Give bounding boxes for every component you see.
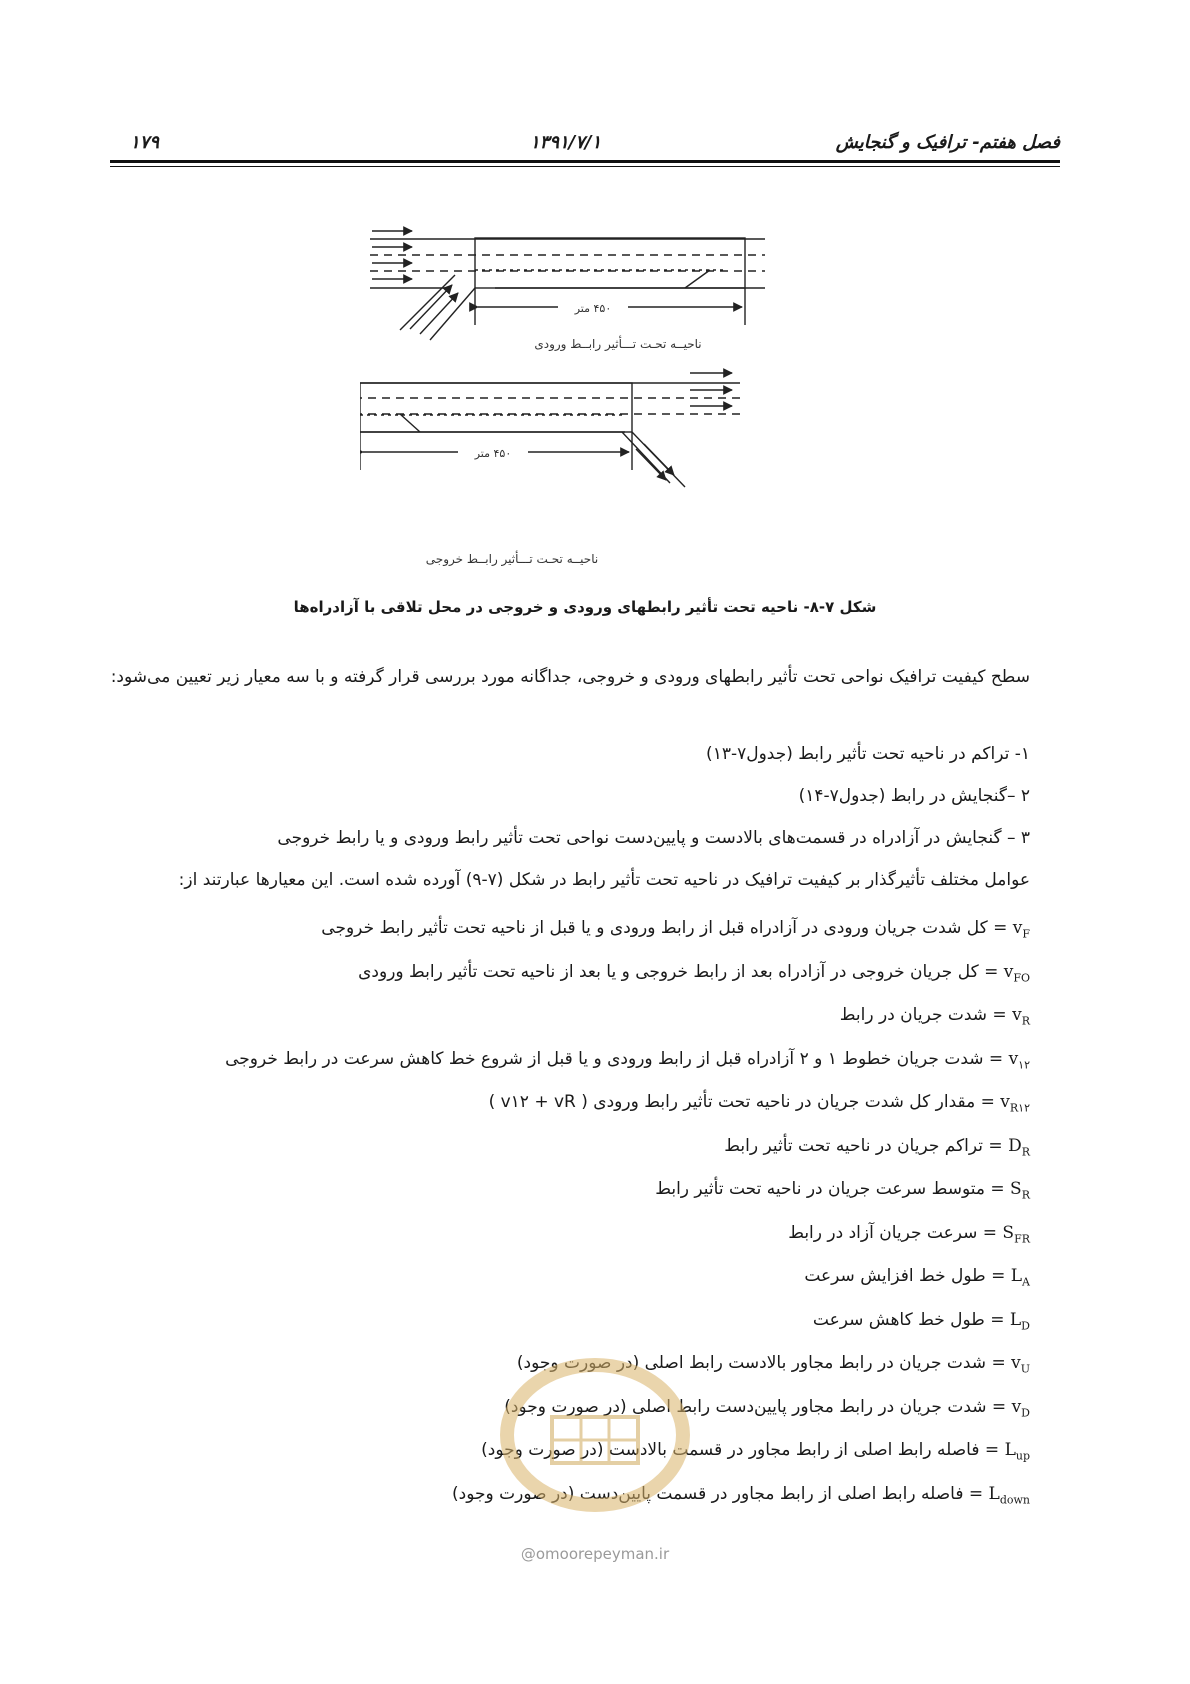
symbol-subscript: F xyxy=(1022,927,1030,941)
symbol-subscript: D xyxy=(1021,1405,1030,1419)
equals-sign: = xyxy=(979,1440,1005,1460)
symbol-subscript: FO xyxy=(1013,970,1030,984)
symbol-subscript: FR xyxy=(1014,1231,1030,1245)
definition-text: طول خط کاهش سرعت xyxy=(812,1309,985,1330)
criterion-2: ۲ –گنجایش در رابط (جدول۷-۱۴) xyxy=(798,786,1030,806)
variable-symbol xyxy=(1010,1310,1030,1330)
factors-intro: عوامل مختلف تأثیرگذار بر کیفیت ترافیک در ناحیه تحت تأثیر رابط در شکل (۷-۹) آورده شده است. این معیارها عبارتند از: xyxy=(178,870,1030,890)
definition-line xyxy=(813,1310,1030,1332)
merge-length-label: ۴۵۰ متر xyxy=(574,302,612,315)
equals-sign: = xyxy=(987,918,1013,938)
variable-symbol xyxy=(1012,918,1030,941)
symbol-base: L xyxy=(1004,1440,1016,1460)
definition-line xyxy=(225,1049,1030,1071)
variable-symbol xyxy=(1012,1005,1030,1028)
variable-symbol xyxy=(1010,1266,1030,1289)
equals-sign: = xyxy=(963,1483,989,1504)
variable-symbol xyxy=(1002,1223,1030,1243)
equals-sign: = xyxy=(984,1309,1010,1330)
variable-symbol xyxy=(1012,1397,1030,1417)
definition-line xyxy=(489,1092,1030,1114)
equals-sign: = xyxy=(985,1266,1011,1286)
criterion-1: ۱- تراکم در ناحیه تحت تأثیر رابط (جدول۷-۱۳) xyxy=(706,744,1030,764)
definition-text: مقدار کل شدت جریان در ناحیه تحت تأثیر رابط ورودی ( v۱۲ + vR ) xyxy=(488,1092,976,1112)
definition-text: کل جریان خروجی در آزادراه بعد از رابط خروجی و یا بعد از ناحیه تحت تأثیر رابط ورودی xyxy=(358,961,979,982)
definition-text: متوسط سرعت جریان در ناحیه تحت تأثیر رابط xyxy=(655,1179,985,1199)
definition-line xyxy=(840,1005,1030,1027)
merge-diagram xyxy=(370,231,765,340)
symbol-subscript: D xyxy=(1021,1318,1030,1332)
header-date: ۱۳۹۱/۷/۱ xyxy=(530,132,602,153)
symbol-subscript: ۱۲ xyxy=(1018,1057,1030,1071)
definition-text: تراکم جریان در ناحیه تحت تأثیر رابط xyxy=(724,1135,983,1156)
definition-text: شدت جریان خطوط ۱ و ۲ آزادراه قبل از رابط ورودی و یا قبل از شروع خط کاهش سرعت در رابط خروجی xyxy=(225,1048,984,1069)
definition-text: طول خط افزایش سرعت xyxy=(804,1266,986,1286)
symbol-base: S xyxy=(1010,1179,1022,1199)
variable-symbol xyxy=(1011,1353,1030,1376)
criterion-3: ۳ – گنجایش در آزادراه در قسمت‌های بالادست و پایین‌دست نواحی تحت تأثیر رابط ورودی و یا رابط خروجی xyxy=(277,828,1030,848)
symbol-base: S xyxy=(1002,1222,1015,1243)
variable-symbol xyxy=(1010,1179,1030,1202)
equals-sign: = xyxy=(978,961,1004,982)
symbol-subscript: down xyxy=(999,1492,1030,1506)
symbol-base: L xyxy=(988,1483,1000,1504)
definition-text: شدت جریان در رابط مجاور پایین‌دست رابط اصلی (در صورت وجود) xyxy=(504,1396,987,1417)
symbol-subscript: R xyxy=(1021,1144,1030,1158)
equals-sign: = xyxy=(983,1135,1009,1156)
symbol-base: v xyxy=(1012,918,1023,938)
symbol-base: v xyxy=(1003,961,1014,982)
chapter-title: فصل هفتم- ترافیک و گنجایش xyxy=(835,132,1060,153)
variable-symbol xyxy=(1004,962,1030,982)
variable-symbol xyxy=(1000,1092,1030,1115)
definition-line xyxy=(804,1266,1030,1288)
symbol-subscript: R۱۲ xyxy=(1009,1101,1030,1115)
equals-sign: = xyxy=(986,1396,1012,1417)
definition-text: شدت جریان در رابط مجاور بالادست رابط اصلی (در صورت وجود) xyxy=(516,1353,987,1373)
definition-text: سرعت جریان آزاد در رابط xyxy=(788,1222,978,1243)
symbol-base: v xyxy=(1012,1005,1022,1025)
definition-line xyxy=(321,918,1030,940)
definition-line xyxy=(724,1136,1030,1158)
symbol-base: v xyxy=(1011,1396,1022,1417)
symbol-base: v xyxy=(1008,1048,1019,1069)
figure-caption: شکل ۷-۸- ناحیه تحت تأثیر رابطهای ورودی و خروجی در محل تلاقی با آزادراه‌ها xyxy=(293,598,877,616)
page-number: ۱۷۹ xyxy=(130,132,160,153)
equals-sign: = xyxy=(987,1005,1013,1025)
symbol-subscript: R xyxy=(1021,1188,1030,1202)
symbol-base: D xyxy=(1008,1135,1022,1156)
symbol-base: v xyxy=(1011,1353,1021,1373)
definition-text: فاصله رابط اصلی از رابط مجاور در قسمت پایین‌دست (در صورت وجود) xyxy=(452,1483,964,1504)
definition-text: فاصله رابط اصلی از رابط مجاور در قسمت بالادست (در صورت وجود) xyxy=(481,1440,980,1460)
diverge-length-label: ۴۵۰ متر xyxy=(474,447,512,460)
symbol-base: L xyxy=(1009,1309,1022,1330)
definition-text: شدت جریان در رابط xyxy=(839,1005,988,1025)
variable-symbol xyxy=(1009,1049,1030,1069)
ramp-influence-diagram xyxy=(360,225,820,585)
intro-paragraph: سطح کیفیت ترافیک نواحی تحت تأثیر رابطهای ورودی و خروجی، جداگانه مورد بررسی قرار گرفته و با سه معیار زیر تعیین می‌شود: xyxy=(110,667,1030,687)
diverge-diagram xyxy=(360,373,740,487)
symbol-base: L xyxy=(1010,1266,1023,1286)
definition-line xyxy=(655,1179,1030,1201)
equals-sign: = xyxy=(984,1179,1011,1199)
diverge-area-label: ناحیــه تحـت تـــأثیر رابــط خروجی xyxy=(425,552,599,566)
equals-sign: = xyxy=(977,1222,1003,1243)
variable-symbol xyxy=(1008,1136,1030,1156)
equals-sign: = xyxy=(983,1048,1009,1069)
definition-text: کل شدت جریان ورودی در آزادراه قبل از رابط ورودی و یا قبل از ناحیه تحت تأثیر رابط خروجی xyxy=(321,918,988,938)
merge-area-label: ناحیــه تحـت تـــأثیر رابــط ورودی xyxy=(534,337,702,351)
variable-symbol xyxy=(1004,1440,1030,1463)
header-rule-thin xyxy=(110,166,1060,167)
variable-symbol xyxy=(989,1484,1030,1504)
symbol-base: v xyxy=(1000,1092,1010,1112)
header-rule-thick xyxy=(110,160,1060,163)
equals-sign: = xyxy=(975,1092,1001,1112)
equals-sign: = xyxy=(986,1353,1012,1373)
symbol-subscript: A xyxy=(1022,1275,1030,1289)
symbol-subscript: U xyxy=(1020,1362,1030,1376)
watermark-text: @omoorepeyman.ir xyxy=(520,1545,670,1563)
definition-line xyxy=(358,962,1030,984)
symbol-subscript: R xyxy=(1021,1014,1030,1028)
symbol-subscript: up xyxy=(1015,1449,1030,1463)
definition-line xyxy=(788,1223,1030,1245)
watermark-logo xyxy=(490,1355,700,1525)
